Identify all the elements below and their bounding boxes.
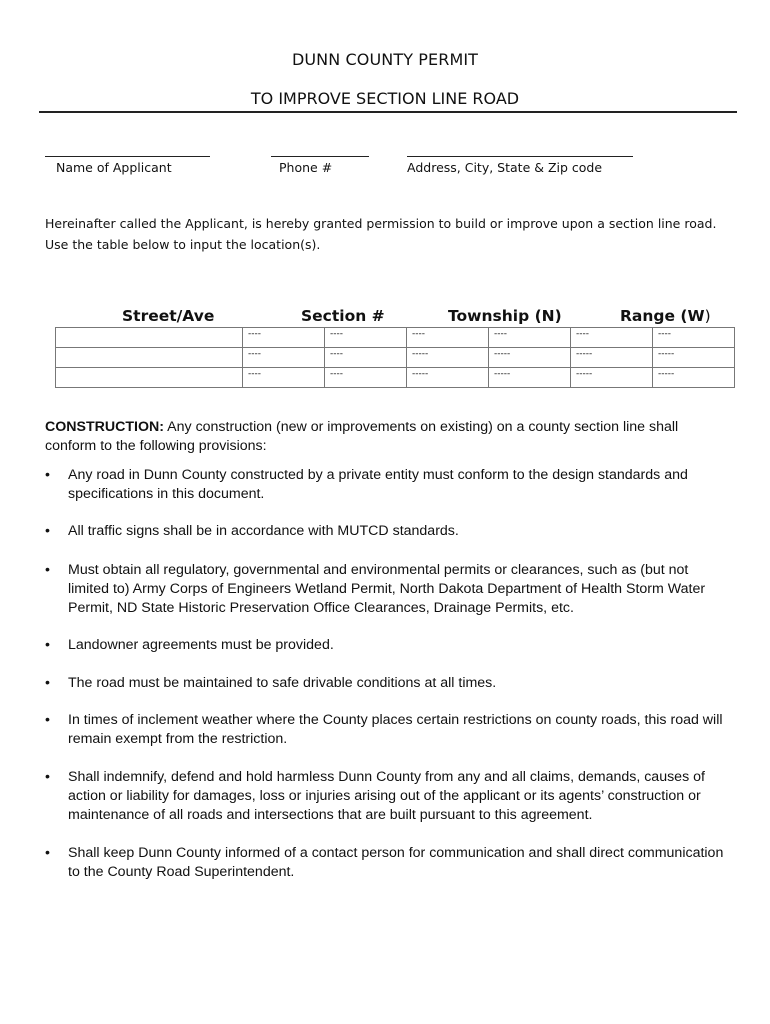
table-cell[interactable]	[56, 348, 243, 368]
table-cell[interactable]: -----	[571, 368, 653, 388]
table-cell[interactable]: ----	[243, 328, 325, 348]
title-divider	[39, 111, 737, 113]
bullet-icon: •	[45, 845, 50, 861]
table-cell[interactable]: -----	[653, 348, 735, 368]
bullet-icon: •	[45, 769, 50, 785]
bullet-icon: •	[45, 637, 50, 653]
bullet-icon: •	[45, 467, 50, 483]
list-item-text: Shall indemnify, defend and hold harmless Dunn County from any and all claims, demands, causes of action or liability for damages, loss or injuries arising out of the applicant or its agents’ construction or maintenance of all roads and intersections that are built pursuant to this agreement.	[68, 769, 705, 823]
table-cell[interactable]: ----	[325, 368, 407, 388]
table-cell[interactable]: -----	[407, 348, 489, 368]
table-cell[interactable]: -----	[489, 368, 571, 388]
intro-line-2: Use the table below to input the location(s).	[45, 237, 321, 252]
permit-title: DUNN COUNTY PERMIT	[291, 50, 479, 69]
table-cell[interactable]: ----	[243, 368, 325, 388]
bullet-icon: •	[45, 675, 50, 691]
header-street: Street/Ave	[122, 307, 215, 325]
applicant-name-line[interactable]	[45, 156, 210, 157]
phone-label: Phone #	[279, 160, 333, 175]
list-item-text: Must obtain all regulatory, governmental and environmental permits or clearances, such as (but not limited to) Army Corps of Engineers Wetland Permit, North Dakota Department of Health Storm Water Permit, ND State Historic Preservation Office Clearances, Drainage Permits, etc.	[68, 562, 706, 616]
table-cell[interactable]: ----	[489, 328, 571, 348]
bullet-icon: •	[45, 562, 50, 578]
bullet-icon: •	[45, 523, 50, 539]
table-row	[56, 328, 735, 348]
phone-line[interactable]	[271, 156, 369, 157]
table-cell[interactable]: ----	[325, 328, 407, 348]
construction-heading: CONSTRUCTION:	[45, 419, 165, 435]
construction-text: Any construction (new or improvements on existing) on a county section line shall conform to the following provisions:	[45, 419, 679, 454]
applicant-name-label: Name of Applicant	[56, 160, 172, 175]
table-cell[interactable]: ----	[407, 328, 489, 348]
list-item-text: All traffic signs shall be in accordance with MUTCD standards.	[68, 523, 459, 539]
table-cell[interactable]: -----	[653, 368, 735, 388]
table-cell[interactable]: ----	[243, 348, 325, 368]
table-cell[interactable]: ----	[653, 328, 735, 348]
table-cell[interactable]: -----	[407, 368, 489, 388]
header-range-text: Range (W	[620, 307, 705, 325]
header-range	[620, 307, 711, 325]
list-item-text: The road must be maintained to safe drivable conditions at all times.	[68, 675, 497, 691]
construction-paragraph	[45, 418, 715, 456]
table-cell[interactable]: ----	[571, 328, 653, 348]
address-line[interactable]	[407, 156, 633, 157]
table-cell[interactable]: ----	[325, 348, 407, 368]
permit-subtitle: TO IMPROVE SECTION LINE ROAD	[250, 89, 520, 108]
bullet-icon: •	[45, 712, 50, 728]
table-row	[56, 348, 735, 368]
list-item-text: Landowner agreements must be provided.	[68, 637, 334, 653]
list-item-text: Any road in Dunn County constructed by a private entity must conform to the design standards and specifications in this document.	[68, 467, 688, 502]
list-item-text: Shall keep Dunn County informed of a contact person for communication and shall direct communication to the County Road Superintendent.	[68, 845, 724, 880]
header-township: Township (N)	[448, 307, 562, 325]
header-range-paren: )	[704, 307, 711, 325]
table-cell[interactable]: -----	[571, 348, 653, 368]
table-cell[interactable]	[56, 328, 243, 348]
address-label: Address, City, State & Zip code	[407, 160, 603, 175]
list-item-text: In times of inclement weather where the County places certain restrictions on county roads, this road will remain exempt from the restriction.	[68, 712, 723, 747]
table-cell[interactable]: -----	[489, 348, 571, 368]
table-row	[56, 368, 735, 388]
intro-line-1: Hereinafter called the Applicant, is hereby granted permission to build or improve upon a section line road.	[45, 216, 717, 231]
table-cell[interactable]	[56, 368, 243, 388]
intro-text	[45, 213, 745, 255]
location-table	[55, 327, 735, 388]
header-section: Section #	[301, 307, 385, 325]
